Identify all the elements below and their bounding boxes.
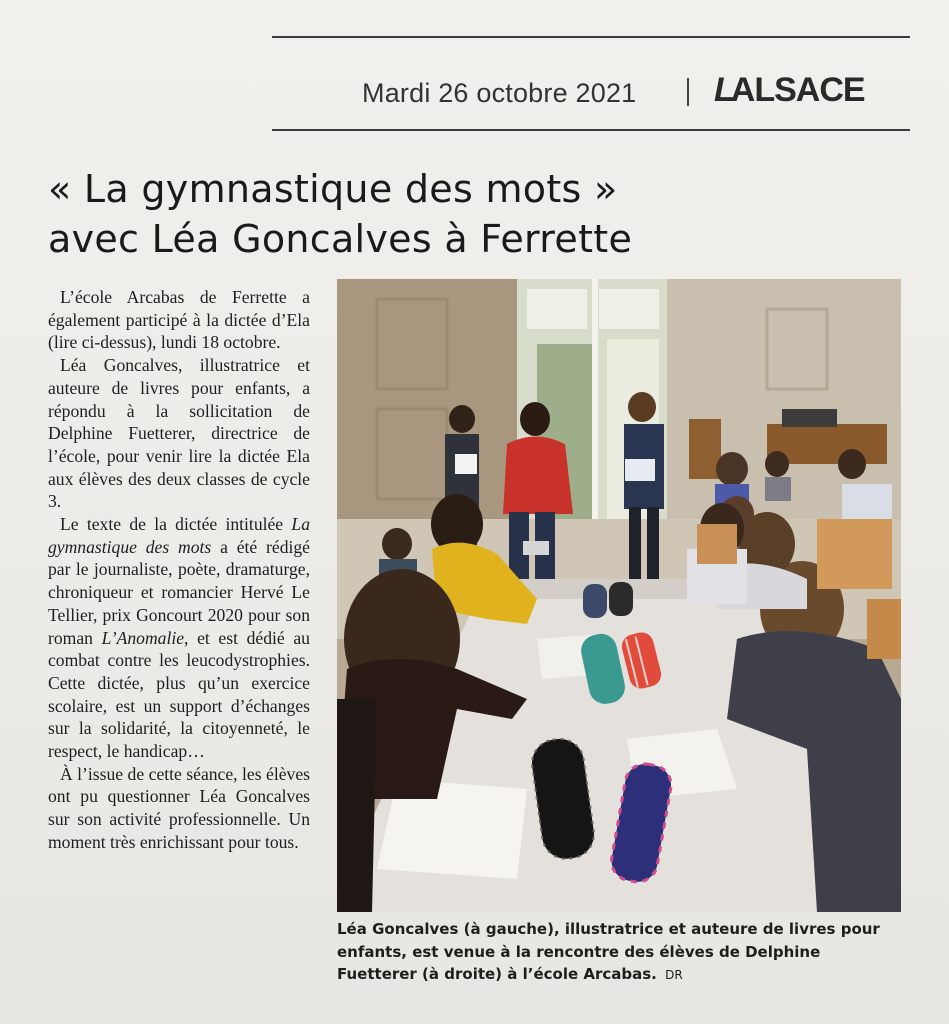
header-rule-top (272, 36, 910, 38)
issue-date: Mardi 26 octobre 2021 (362, 78, 637, 108)
header-rule-bottom (272, 129, 910, 131)
photo-credit: DR (665, 968, 683, 983)
dictation-title: La gymnastique des mots (48, 514, 310, 557)
classroom-illustration (337, 279, 901, 912)
paragraph-1: L’école Arcabas de Ferrette a également participé à la dictée d’Ela (lire ci-dessus), lundi 18 octobre. (48, 287, 310, 353)
article-headline (48, 164, 908, 264)
caption-text: Léa Goncalves (à gauche), illustratrice et auteure de livres pour enfants, est venue à la rencontre des élèves de Delphine Fuetterer (à droite) à l’école Arcabas. (337, 920, 880, 984)
photo-caption (337, 918, 903, 987)
paragraph-4: À l’issue de cette séance, les élèves ont pu questionner Léa Goncalves sur son activité professionnelle. Un moment très enrichissant pour tous. (48, 763, 310, 852)
novel-title: L’Anomalie (101, 627, 185, 648)
classroom-photo (337, 279, 901, 912)
paragraph-2: Léa Goncalves, illustratrice et auteure de livres pour enfants, a répondu à la sollicitation de Delphine Fuetterer, directrice de l’école, pour venir lire la dictée Ela aux élèves des deux classes de cycle 3. (48, 355, 310, 512)
article-body (48, 286, 310, 854)
paragraph-3: Le texte de la dictée intitulée La gymnastique des mots a été rédigé par le journaliste, poète, dramaturge, chroniqueur et romancier Hervé Le Tellier, prix Goncourt 2020 pour son roman L’Anomalie, et est dédié au combat contre les leucodystrophies. Cette dictée, plus qu’un exercice scolaire, est un support d’échanges sur la solidarité, la citoyenneté, le respect, le handicap… (48, 514, 310, 762)
headline-line-2: avec Léa Goncalves à Ferrette (48, 217, 633, 261)
headline-line-1: « La gymnastique des mots » (48, 167, 618, 211)
newspaper-logo: LALSACE (714, 71, 865, 109)
header-separator (687, 78, 689, 106)
